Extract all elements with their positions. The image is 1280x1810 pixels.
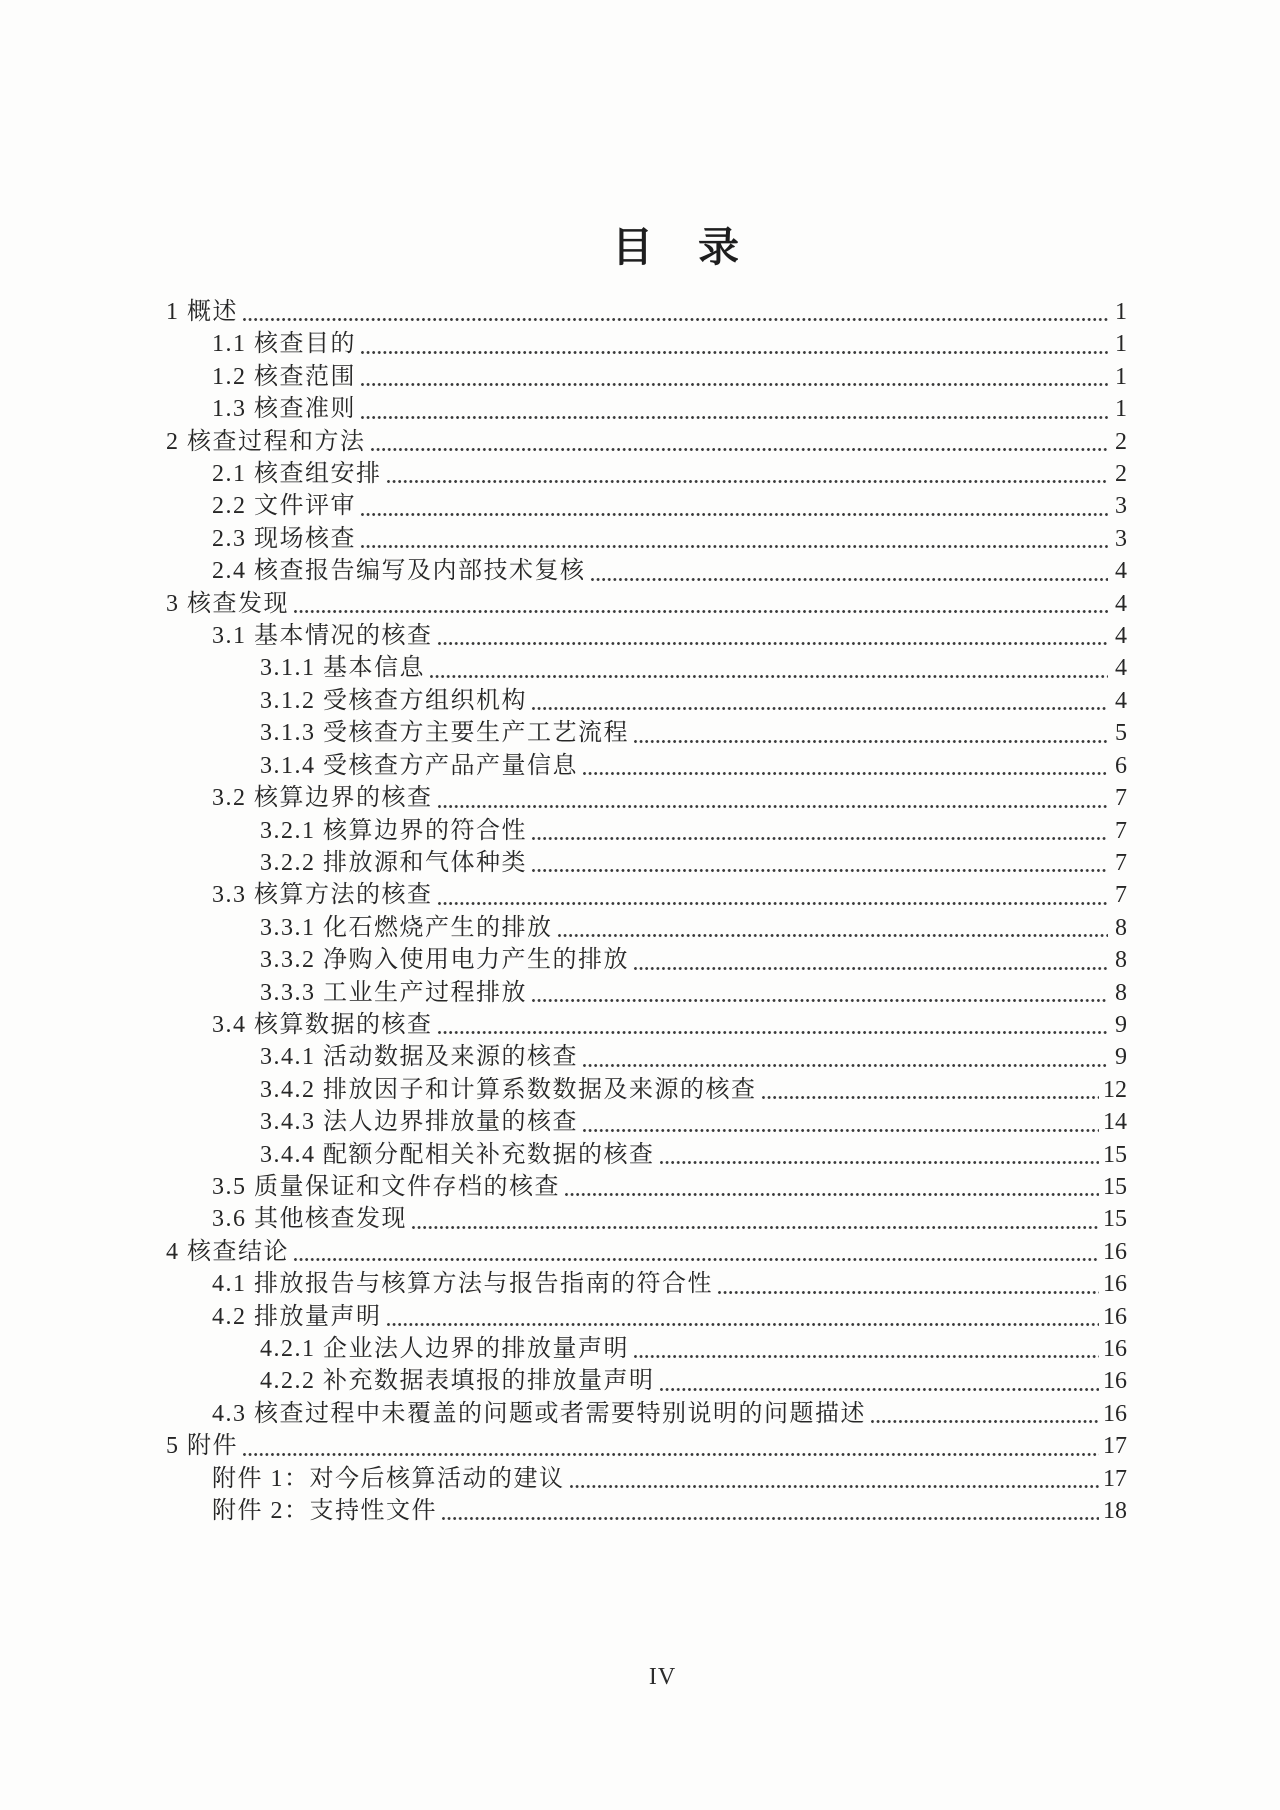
toc-entry-page: 14 xyxy=(1103,1109,1127,1136)
toc-entry xyxy=(166,847,1127,879)
leader-dots xyxy=(655,1139,1104,1171)
toc-entry-page: 7 xyxy=(1115,817,1127,844)
toc-entry-label: 2.2 文件评审 xyxy=(212,493,356,520)
toc-entry xyxy=(166,782,1127,814)
toc-entry-page: 1 xyxy=(1115,396,1127,423)
toc-entry-page: 6 xyxy=(1115,752,1127,779)
toc-entry-page: 17 xyxy=(1103,1465,1127,1492)
toc-entry-label: 3.4.3 法人边界排放量的核查 xyxy=(260,1109,578,1136)
toc-entry-page: 16 xyxy=(1103,1400,1127,1427)
toc-entry xyxy=(166,393,1127,425)
leader-dots xyxy=(433,1009,1113,1041)
toc-entry-label: 3.4.2 排放因子和计算系数数据及来源的核查 xyxy=(260,1076,757,1103)
toc-entry-label: 3.2.1 核算边界的符合性 xyxy=(260,817,527,844)
toc-entry xyxy=(166,1236,1127,1268)
toc-entry-label: 3.3.1 化石燃烧产生的排放 xyxy=(260,914,553,941)
leader-dots xyxy=(433,879,1113,911)
toc-entry-label: 3.3.2 净购入使用电力产生的排放 xyxy=(260,947,629,974)
toc-entry xyxy=(166,1009,1127,1041)
leader-dots xyxy=(366,426,1113,458)
leader-dots xyxy=(578,1041,1112,1073)
toc-entry-page: 15 xyxy=(1103,1206,1127,1233)
toc-entry xyxy=(166,328,1127,360)
page-title: 目 录 xyxy=(612,224,741,270)
toc-entry xyxy=(166,1495,1127,1527)
toc-entry xyxy=(166,588,1127,620)
toc-entry-page: 7 xyxy=(1115,882,1127,909)
toc-entry xyxy=(166,912,1127,944)
toc-entry-page: 16 xyxy=(1103,1238,1127,1265)
toc-entry-label: 1.1 核查目的 xyxy=(212,331,356,358)
toc-entry-page: 18 xyxy=(1103,1498,1127,1525)
toc-entry-page: 4 xyxy=(1115,590,1127,617)
toc-entry-label: 3.3 核算方法的核查 xyxy=(212,882,433,909)
toc-entry-label: 3.3.3 工业生产过程排放 xyxy=(260,979,527,1006)
toc-entry xyxy=(166,1171,1127,1203)
toc-entry-page: 2 xyxy=(1115,461,1127,488)
toc-entry xyxy=(166,750,1127,782)
toc-entry xyxy=(166,620,1127,652)
leader-dots xyxy=(527,977,1112,1009)
toc-entry xyxy=(166,458,1127,490)
leader-dots xyxy=(356,393,1112,425)
toc-entry-page: 1 xyxy=(1115,299,1127,325)
toc-entry xyxy=(166,1398,1127,1430)
toc-entry-label: 3.1 基本情况的核查 xyxy=(212,623,433,650)
toc-entry-page: 17 xyxy=(1103,1433,1127,1460)
toc-entry-label: 3.4.1 活动数据及来源的核查 xyxy=(260,1044,578,1071)
toc-entry-label: 1.2 核查范围 xyxy=(212,363,356,390)
toc-entry-page: 15 xyxy=(1103,1173,1127,1200)
toc-entry xyxy=(166,977,1127,1009)
toc-entry xyxy=(166,1041,1127,1073)
leader-dots xyxy=(586,555,1113,587)
toc-list xyxy=(166,296,1127,1527)
toc-entry xyxy=(166,717,1127,749)
leader-dots xyxy=(866,1398,1103,1430)
leader-dots xyxy=(655,1365,1104,1397)
toc-entry-label: 3.6 其他核查发现 xyxy=(212,1206,407,1233)
toc-entry-label: 5 附件 xyxy=(166,1433,238,1460)
toc-entry-label: 附件 2：支持性文件 xyxy=(212,1498,437,1525)
leader-dots xyxy=(553,912,1113,944)
toc-entry-page: 16 xyxy=(1103,1368,1127,1395)
leader-dots xyxy=(578,750,1112,782)
toc-entry-label: 2.3 现场核查 xyxy=(212,525,356,552)
toc-entry-label: 3.2 核算边界的核查 xyxy=(212,785,433,812)
leader-dots xyxy=(629,1333,1103,1365)
leader-dots xyxy=(433,782,1113,814)
toc-entry-page: 8 xyxy=(1115,979,1127,1006)
leader-dots xyxy=(629,717,1112,749)
toc-entry-label: 3.2.2 排放源和气体种类 xyxy=(260,849,527,876)
toc-entry-page: 7 xyxy=(1115,785,1127,812)
toc-entry-label: 2 核查过程和方法 xyxy=(166,428,366,455)
leader-dots xyxy=(289,588,1112,620)
toc-entry-page: 8 xyxy=(1115,947,1127,974)
leader-dots xyxy=(238,1430,1103,1462)
leader-dots xyxy=(757,1074,1104,1106)
toc-entry-page: 8 xyxy=(1115,914,1127,941)
toc-entry-page: 4 xyxy=(1115,655,1127,682)
leader-dots xyxy=(238,296,1112,328)
toc-entry-label: 4.2 排放量声明 xyxy=(212,1303,382,1330)
toc-entry-page: 12 xyxy=(1103,1076,1127,1103)
toc-entry xyxy=(166,1333,1127,1365)
toc-entry xyxy=(166,1203,1127,1235)
toc-entry xyxy=(166,652,1127,684)
toc-entry xyxy=(166,555,1127,587)
leader-dots xyxy=(527,815,1112,847)
leader-dots xyxy=(356,328,1112,360)
toc-entry-label: 3.1.3 受核查方主要生产工艺流程 xyxy=(260,720,629,747)
toc-entry-page: 16 xyxy=(1103,1271,1127,1298)
toc-entry-page: 16 xyxy=(1103,1336,1127,1362)
toc-entry-label: 4.1 排放报告与核算方法与报告指南的符合性 xyxy=(212,1271,713,1298)
footer-page-number: IV xyxy=(648,1664,677,1690)
toc-entry-label: 3.1.2 受核查方组织机构 xyxy=(260,687,527,714)
leader-dots xyxy=(356,490,1112,522)
toc-entry-label: 附件 1：对今后核算活动的建议 xyxy=(212,1465,565,1492)
toc-entry-label: 3.1.4 受核查方产品产量信息 xyxy=(260,752,578,779)
toc-entry xyxy=(166,944,1127,976)
leader-dots xyxy=(560,1171,1103,1203)
leader-dots xyxy=(565,1463,1104,1495)
toc-entry-label: 3.4 核算数据的核查 xyxy=(212,1011,433,1038)
leader-dots xyxy=(527,847,1112,879)
leader-dots xyxy=(578,1106,1103,1138)
toc-entry-label: 4 核查结论 xyxy=(166,1238,289,1265)
toc-entry xyxy=(166,1365,1127,1397)
toc-entry-label: 4.3 核查过程中未覆盖的问题或者需要特别说明的问题描述 xyxy=(212,1400,866,1427)
toc-entry xyxy=(166,1074,1127,1106)
toc-entry xyxy=(166,523,1127,555)
toc-entry-page: 9 xyxy=(1115,1044,1127,1071)
toc-entry-label: 3.1.1 基本信息 xyxy=(260,655,425,682)
toc-entry-label: 3.4.4 配额分配相关补充数据的核查 xyxy=(260,1141,655,1168)
toc-entry-page: 16 xyxy=(1103,1303,1127,1330)
toc-entry-page: 9 xyxy=(1115,1011,1127,1038)
toc-entry-label: 1 概述 xyxy=(166,299,238,325)
leader-dots xyxy=(356,523,1112,555)
toc-entry-page: 7 xyxy=(1115,849,1127,876)
leader-dots xyxy=(713,1268,1103,1300)
toc-entry-label: 3 核查发现 xyxy=(166,590,289,617)
toc-entry-label: 2.1 核查组安排 xyxy=(212,461,382,488)
toc-entry xyxy=(166,879,1127,911)
leader-dots xyxy=(289,1236,1103,1268)
leader-dots xyxy=(437,1495,1103,1527)
toc-entry xyxy=(166,1301,1127,1333)
toc-entry xyxy=(166,1106,1127,1138)
leader-dots xyxy=(407,1203,1103,1235)
toc-entry-label: 2.4 核查报告编写及内部技术复核 xyxy=(212,558,586,585)
toc-entry-page: 4 xyxy=(1115,558,1127,585)
toc-entry xyxy=(166,1430,1127,1462)
leader-dots xyxy=(629,944,1112,976)
toc-entry-page: 5 xyxy=(1115,720,1127,747)
toc-entry-label: 4.2.2 补充数据表填报的排放量声明 xyxy=(260,1368,655,1395)
toc-entry-page: 1 xyxy=(1115,331,1127,358)
toc-entry-page: 4 xyxy=(1115,623,1127,650)
toc-entry-page: 2 xyxy=(1115,428,1127,455)
leader-dots xyxy=(425,652,1112,684)
leader-dots xyxy=(356,361,1112,393)
toc-entry-page: 3 xyxy=(1115,525,1127,552)
toc-entry xyxy=(166,1139,1127,1171)
toc-entry xyxy=(166,1463,1127,1495)
leader-dots xyxy=(382,1301,1104,1333)
toc-entry xyxy=(166,815,1127,847)
toc-entry xyxy=(166,296,1127,328)
toc-entry xyxy=(166,1268,1127,1300)
toc-entry xyxy=(166,361,1127,393)
toc-entry-label: 3.5 质量保证和文件存档的核查 xyxy=(212,1173,560,1200)
toc-entry-label: 4.2.1 企业法人边界的排放量声明 xyxy=(260,1336,629,1362)
toc-entry-page: 4 xyxy=(1115,687,1127,714)
toc-entry-label: 1.3 核查准则 xyxy=(212,396,356,423)
toc-entry xyxy=(166,490,1127,522)
leader-dots xyxy=(527,685,1112,717)
toc-entry-page: 15 xyxy=(1103,1141,1127,1168)
toc-entry xyxy=(166,685,1127,717)
toc-entry xyxy=(166,426,1127,458)
leader-dots xyxy=(382,458,1113,490)
leader-dots xyxy=(433,620,1113,652)
toc-entry-page: 1 xyxy=(1115,363,1127,390)
toc-entry-page: 3 xyxy=(1115,493,1127,520)
